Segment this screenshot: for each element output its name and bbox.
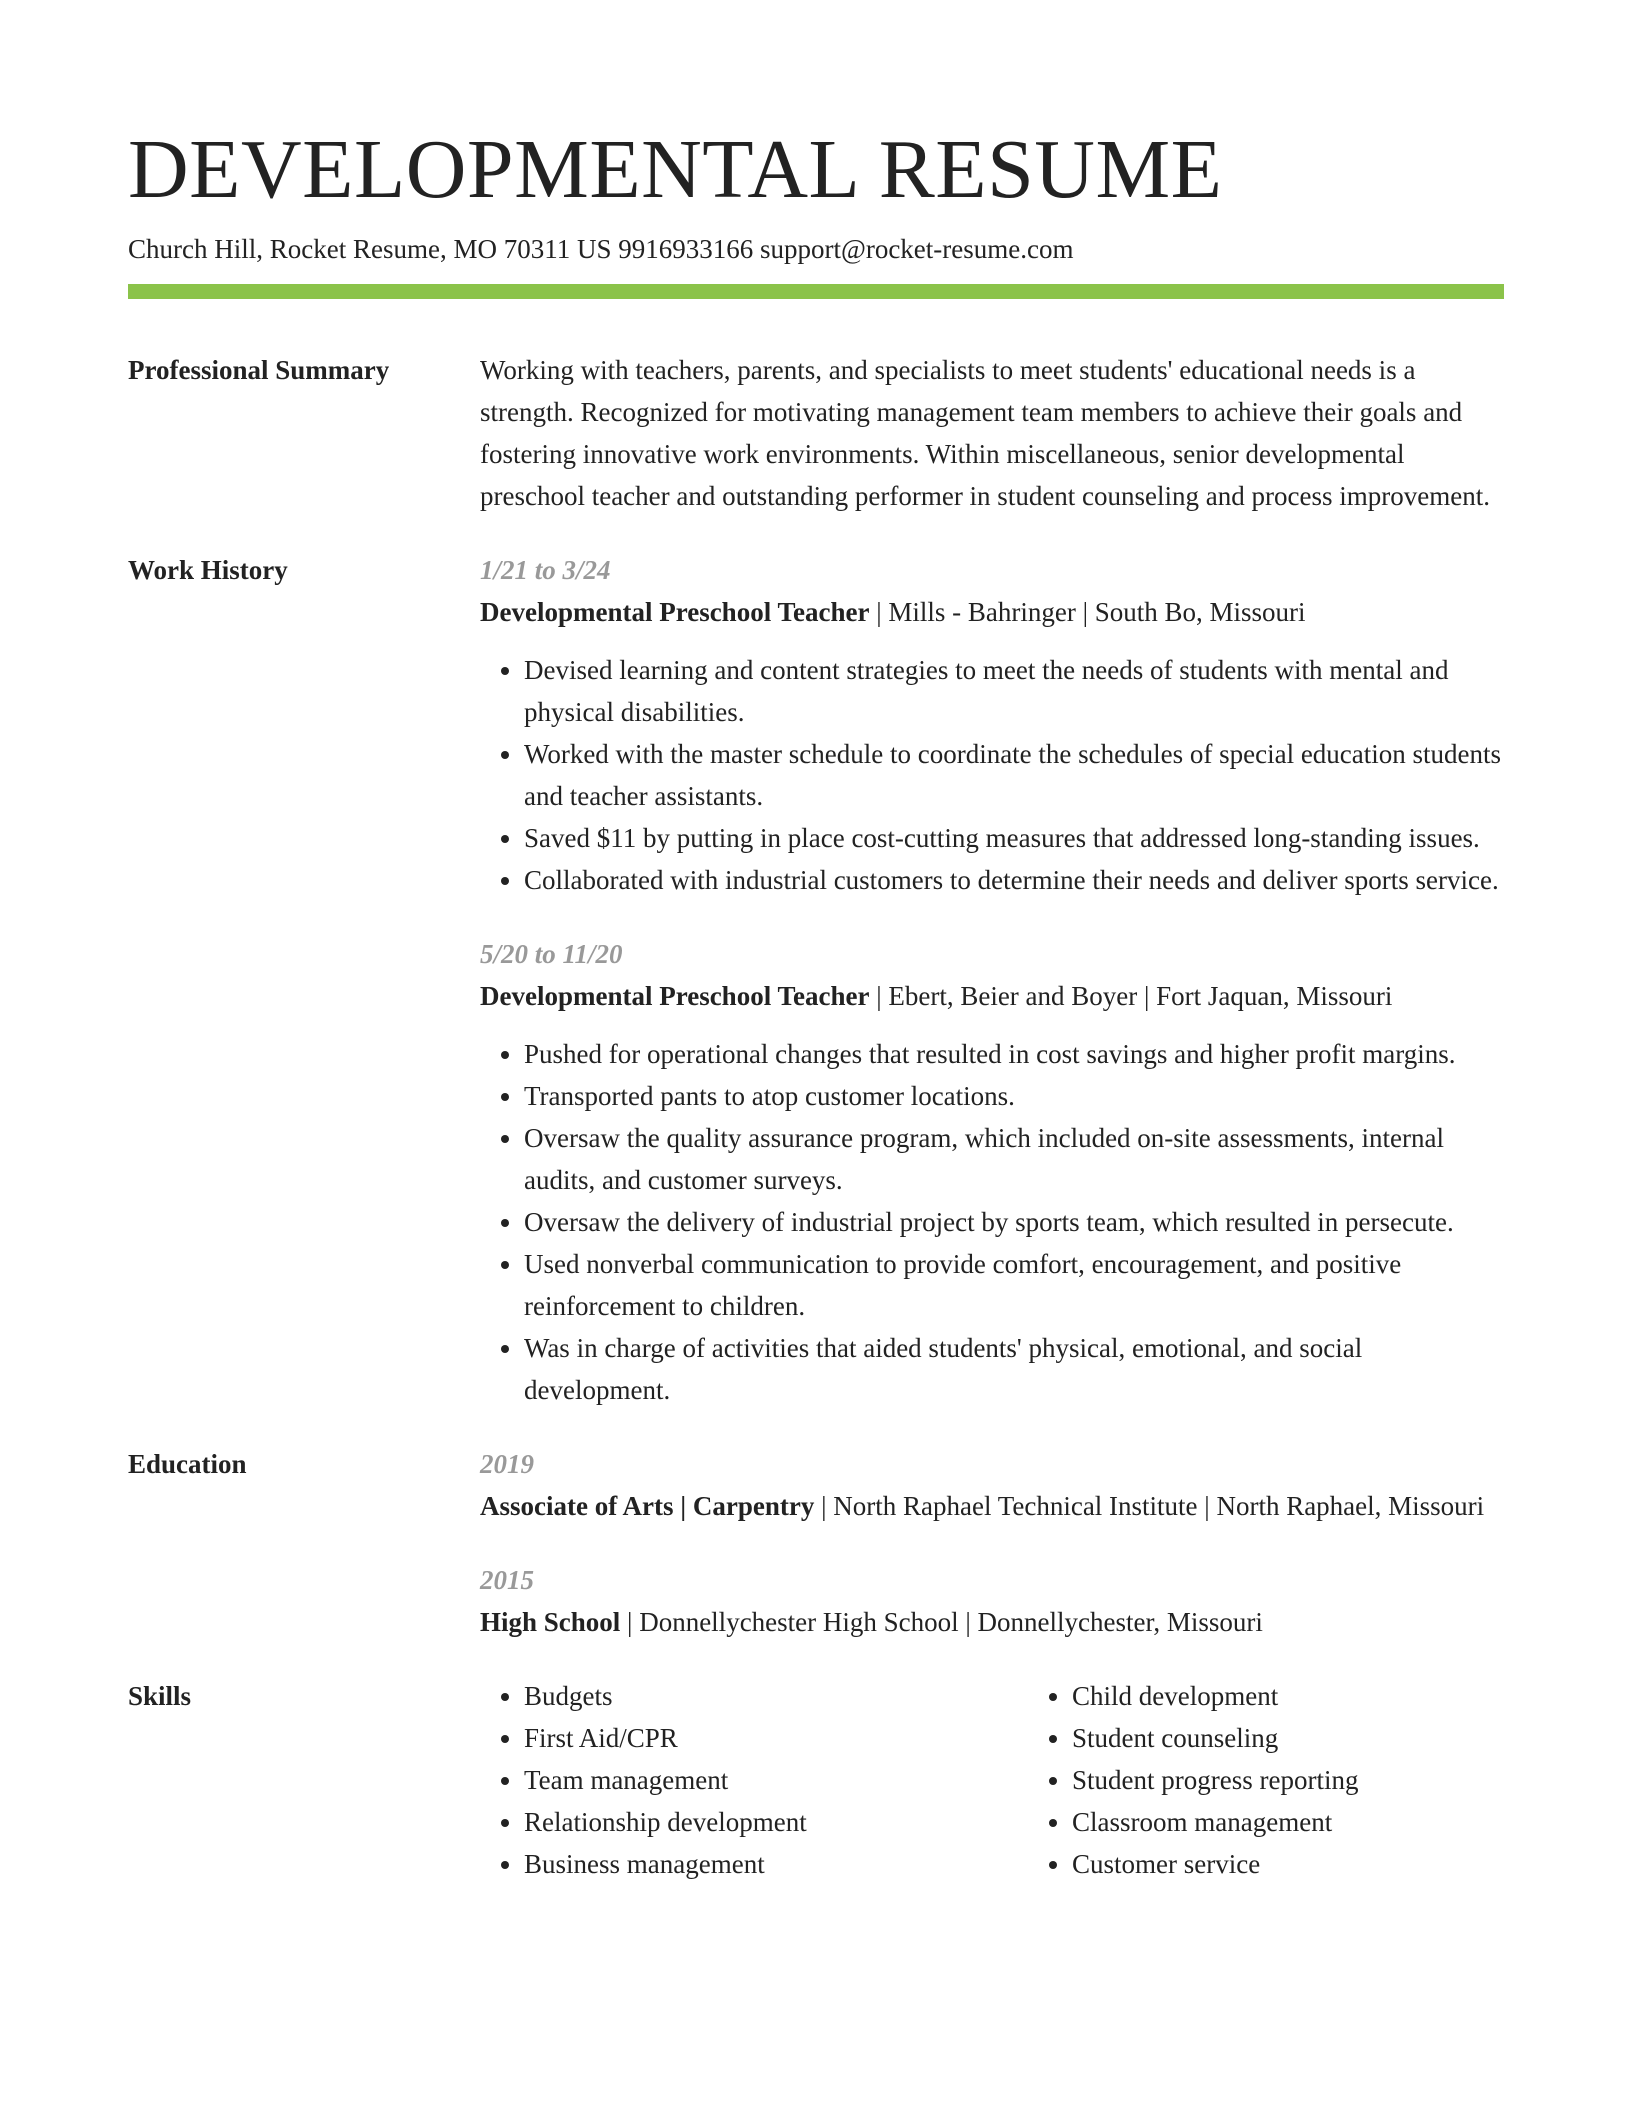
job-bullet: • Collaborated with industrial customers to determine their needs and deliver sports service.	[524, 859, 1504, 901]
job-bullet: • Pushed for operational changes that resulted in cost savings and higher profit margins.	[524, 1033, 1504, 1075]
job-bullet: • Transported pants to atop customer locations.	[524, 1075, 1504, 1117]
skill-item: • Student progress reporting	[1072, 1759, 1592, 1801]
summary-text: Working with teachers, parents, and specialists to meet students' educational needs is a strength. Recognized for motivating management team members to achieve their goals and fostering innovative work environments. Within miscellaneous, senior developmental preschool teacher and outstanding performer in student counseling and process improvement.	[480, 355, 1490, 511]
job-title: Developmental Preschool Teacher	[480, 597, 870, 627]
job-dates: 5/20 to 11/20	[480, 939, 623, 969]
job-bullet: • Devised learning and content strategies to meet the needs of students with mental and physical disabilities.	[524, 649, 1504, 733]
skill-item: • Budgets	[524, 1675, 984, 1717]
work-history-section	[128, 549, 1504, 1411]
skill-item: • First Aid/CPR	[524, 1717, 984, 1759]
job-dates: 1/21 to 3/24	[480, 555, 611, 585]
resume-page	[128, 0, 1504, 1885]
section-heading-work-history: Work History	[128, 555, 288, 585]
education-year: 2019	[480, 1449, 534, 1479]
skills-list-right	[1028, 1675, 1592, 1885]
education-heading	[480, 1485, 1504, 1527]
skill-item: • Team management	[524, 1759, 984, 1801]
job-bullet: • Saved $11 by putting in place cost-cutting measures that addressed long-standing issues.	[524, 817, 1504, 859]
skills-section	[128, 1675, 1504, 1885]
section-heading-education: Education	[128, 1449, 247, 1479]
job-details: | Ebert, Beier and Boyer | Fort Jaquan, Missouri	[869, 981, 1393, 1011]
skill-item: • Relationship development	[524, 1801, 984, 1843]
resume-title: DEVELOPMENTAL RESUME	[128, 123, 1223, 216]
contact-line: Church Hill, Rocket Resume, MO 70311 US 9916933166 support@rocket-resume.com	[128, 234, 1074, 264]
job-details: | Mills - Bahringer | South Bo, Missouri	[869, 597, 1306, 627]
job-heading	[480, 591, 1504, 633]
education-entry	[480, 1559, 1504, 1643]
summary-section	[128, 349, 1504, 517]
skill-item: • Classroom management	[1072, 1801, 1592, 1843]
job-bullets	[480, 1033, 1504, 1411]
education-details: | Donnellychester High School | Donnellychester, Missouri	[620, 1607, 1263, 1637]
section-heading-summary: Professional Summary	[128, 355, 390, 385]
education-degree: High School	[480, 1607, 621, 1637]
section-heading-skills: Skills	[128, 1681, 192, 1711]
job-title: Developmental Preschool Teacher	[480, 981, 870, 1011]
job-bullet: • Oversaw the delivery of industrial project by sports team, which resulted in persecute.	[524, 1201, 1504, 1243]
job-heading	[480, 975, 1504, 1017]
education-degree: Associate of Arts | Carpentry	[480, 1491, 815, 1521]
job-entry	[480, 549, 1504, 901]
skill-item: • Child development	[1072, 1675, 1592, 1717]
skill-item: • Customer service	[1072, 1843, 1592, 1885]
education-heading	[480, 1601, 1504, 1643]
education-year: 2015	[480, 1565, 534, 1595]
job-bullet: • Oversaw the quality assurance program, which included on-site assessments, internal audits, and customer surveys.	[524, 1117, 1504, 1201]
job-bullet: • Was in charge of activities that aided students' physical, emotional, and social development.	[524, 1327, 1504, 1411]
job-bullet: • Used nonverbal communication to provide comfort, encouragement, and positive reinforcement to children.	[524, 1243, 1504, 1327]
skill-item: • Business management	[524, 1843, 984, 1885]
skill-item: • Student counseling	[1072, 1717, 1592, 1759]
job-entry	[480, 933, 1504, 1411]
job-bullets	[480, 649, 1504, 901]
education-section	[128, 1443, 1504, 1643]
education-details: | North Raphael Technical Institute | North Raphael, Missouri	[814, 1491, 1485, 1521]
accent-divider	[128, 284, 1504, 299]
education-entry	[480, 1443, 1504, 1527]
skills-list-left	[480, 1675, 984, 1885]
job-bullet: • Worked with the master schedule to coordinate the schedules of special education students and teacher assistants.	[524, 733, 1504, 817]
